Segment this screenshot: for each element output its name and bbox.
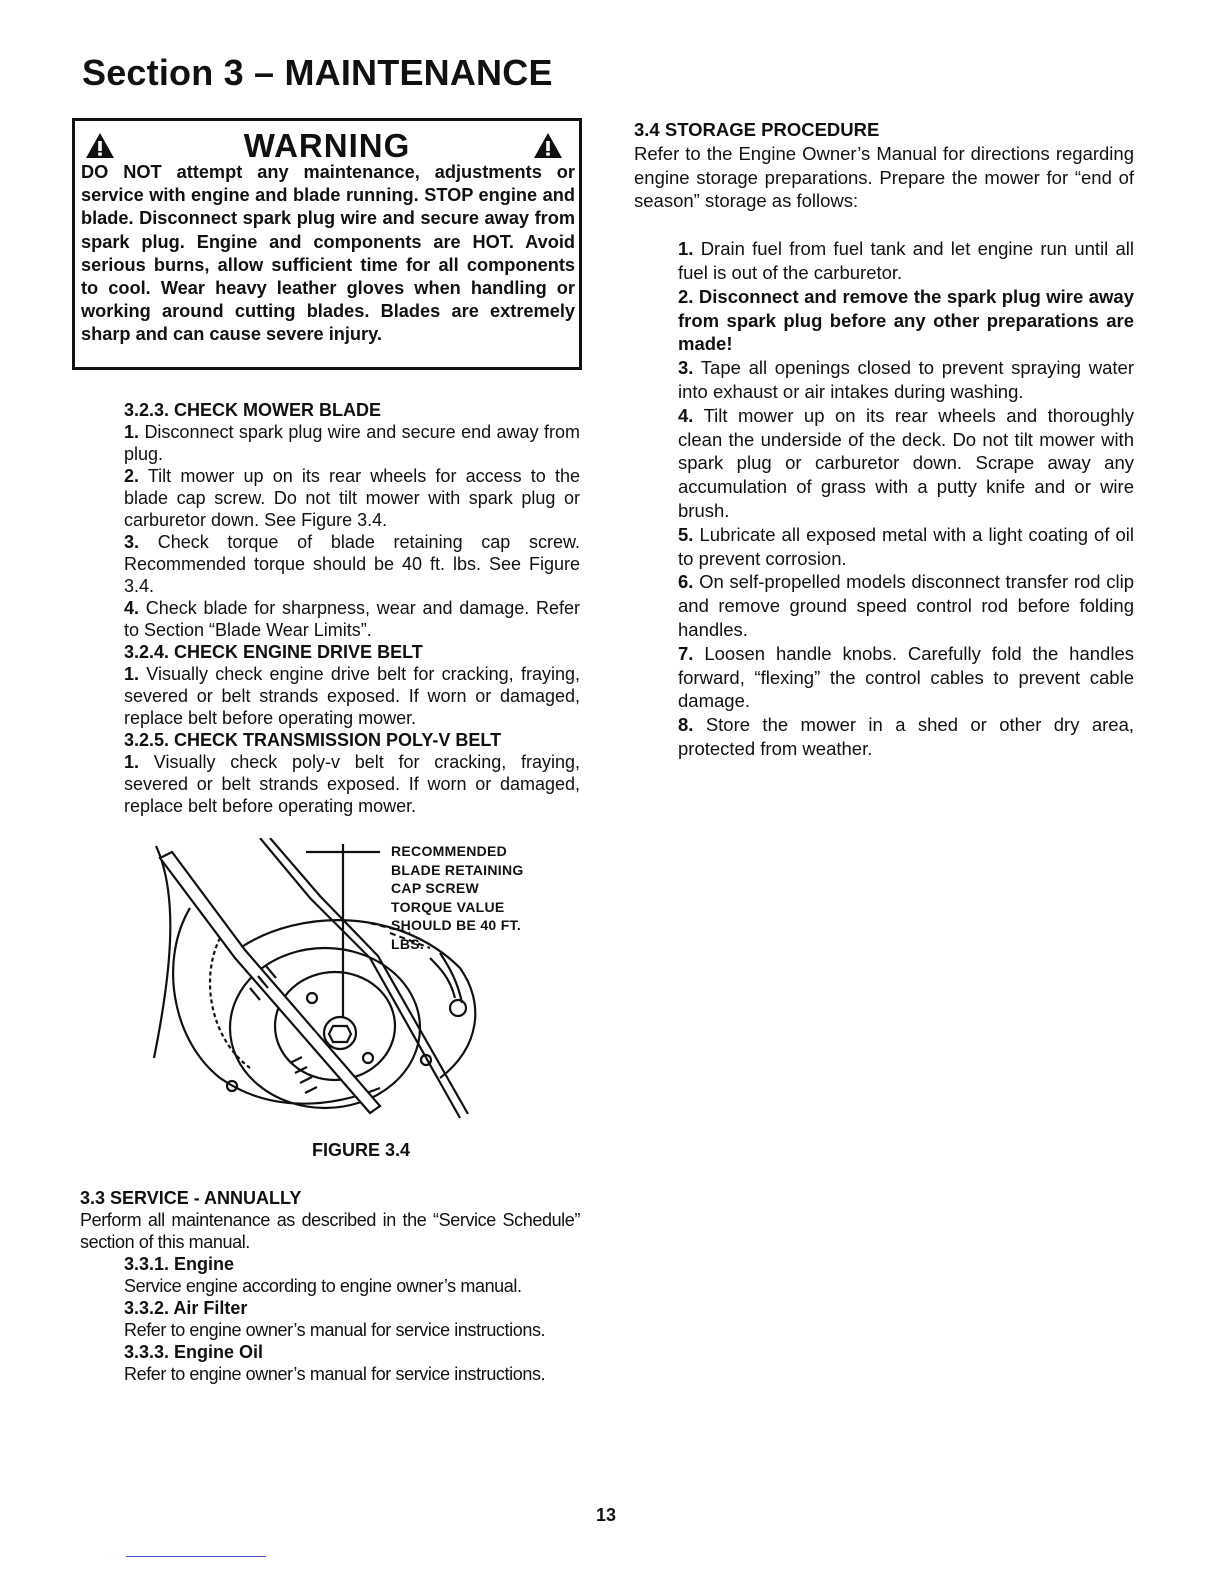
item-text: Tilt mower up on its rear wheels for access to the blade cap screw. Do not tilt mower with spark plug or carburetor down. See Figure 3.4. (124, 466, 580, 530)
page-title: Section 3 – MAINTENANCE (82, 52, 553, 93)
warning-header (75, 125, 579, 165)
item-text: Disconnect and remove the spark plug wire away from spark plug before any other preparations are made! (678, 285, 1134, 355)
list-item (124, 751, 580, 817)
item-number: 3. (678, 357, 694, 379)
item-number: 1. (124, 422, 140, 442)
page-number: 13 (596, 1505, 617, 1525)
list-item (678, 570, 1134, 641)
callout-line: BLADE RETAINING (391, 861, 524, 878)
item-text: On self-propelled models disconnect transfer rod clip and remove ground speed control rod before folding handles. (678, 571, 1134, 640)
callout-line: RECOMMENDED (391, 843, 508, 859)
section-heading: 3.2.4. CHECK ENGINE DRIVE BELT (124, 642, 423, 662)
item-number: 4. (678, 404, 694, 426)
list-item (678, 523, 1134, 571)
warning-triangle-icon (533, 132, 563, 159)
subsection-heading: 3.3.3. Engine Oil (124, 1342, 264, 1362)
warning-text: DO NOT attempt any maintenance, adjustments or service with engine and blade running. STOP engine and blade. Disconnect spark plug wire and secure away from spark plug. Engine and components are HOT. Avoid serious burns, allow sufficient time for all components to cool. Wear heavy leather gloves when handling or working around cutting blades. Blades are extremely sharp and can cause severe injury. (81, 162, 575, 345)
item-text: Visually check engine drive belt for cracking, fraying, severed or belt strands exposed. If worn or damaged, replace belt before operating mower. (124, 664, 580, 728)
item-number: 7. (678, 642, 694, 664)
callout-line: LBS. (391, 935, 425, 952)
list-item (124, 597, 580, 641)
figure-callout (391, 842, 524, 953)
list-item (678, 285, 1134, 356)
warning-box (72, 118, 582, 370)
item-text: Check blade for sharpness, wear and damage. Refer to Section “Blade Wear Limits”. (124, 598, 580, 640)
figure-caption: FIGURE 3.4 (312, 1140, 411, 1160)
list-item (124, 421, 580, 465)
subsection-heading: 3.3.1. Engine (124, 1254, 235, 1274)
item-number: 4. (124, 598, 140, 618)
section-intro: Refer to the Engine Owner’s Manual for directions regarding engine storage preparations. Prepare the mower for “end of season” storage as follows: (634, 142, 1134, 212)
section-heading: 3.3 SERVICE - ANNUALLY (80, 1188, 302, 1208)
item-text: Disconnect spark plug wire and secure end away from plug. (124, 422, 580, 464)
item-text: Tape all openings closed to prevent spraying water into exhaust or air intakes during washing. (678, 357, 1134, 402)
item-number: 8. (678, 714, 694, 736)
list-item (678, 237, 1134, 285)
subsection-text: Refer to engine owner’s manual for service instructions. (124, 1364, 546, 1384)
item-number: 1. (678, 238, 694, 260)
section-heading: 3.2.3. CHECK MOWER BLADE (124, 400, 382, 420)
item-text: Store the mower in a shed or other dry area, protected from weather. (678, 714, 1134, 759)
footer-rule (126, 1556, 266, 1557)
item-text: Loosen handle knobs. Carefully fold the handles forward, “flexing” the control cables to prevent cable damage. (678, 642, 1134, 712)
item-number: 6. (678, 571, 694, 593)
subsection-text: Refer to engine owner’s manual for service instructions. (124, 1320, 546, 1340)
list-item (124, 465, 580, 531)
item-number: 1. (124, 752, 140, 772)
item-number: 2. (678, 285, 694, 307)
callout-line: CAP SCREW (391, 880, 480, 896)
list-item (678, 404, 1134, 523)
list-item (124, 531, 580, 597)
callout-line: TORQUE VALUE (391, 898, 505, 915)
section-3-3 (80, 1187, 580, 1385)
callout-line: SHOULD BE 40 FT. (391, 917, 522, 933)
item-number: 5. (678, 523, 694, 545)
item-text: Check torque of blade retaining cap screw. Recommended torque should be 40 ft. lbs. See Figure 3.4. (124, 532, 580, 596)
item-text: Drain fuel from fuel tank and let engine run until all fuel is out of the carburetor. (678, 238, 1135, 283)
item-text: Visually check poly-v belt for cracking, fraying, severed or belt strands exposed. If worn or damaged, replace belt before operating mower. (124, 752, 580, 816)
list-item (678, 713, 1134, 761)
subsection-heading: 3.3.2. Air Filter (124, 1298, 248, 1318)
list-item (124, 663, 580, 729)
section-3-2-3 (124, 399, 580, 817)
item-text: Tilt mower up on its rear wheels and thoroughly clean the underside of the deck. Do not tilt mower with spark plug or carburetor down. Scrape away any accumulation of grass with a putty knife and or wire brush. (678, 404, 1134, 521)
section-3-4 (634, 118, 1134, 761)
section-heading: 3.4 STORAGE PROCEDURE (634, 119, 880, 140)
item-number: 3. (124, 532, 140, 552)
list-item (678, 356, 1134, 404)
list-item (678, 642, 1134, 713)
section-text: Perform all maintenance as described in the “Service Schedule” section of this manual. (80, 1210, 580, 1252)
warning-title: WARNING (243, 127, 411, 164)
item-number: 2. (124, 466, 140, 486)
subsection-text: Service engine according to engine owner’s manual. (124, 1276, 522, 1296)
item-number: 1. (124, 664, 140, 684)
item-text: Lubricate all exposed metal with a light coating of oil to prevent corrosion. (678, 523, 1135, 569)
section-heading: 3.2.5. CHECK TRANSMISSION POLY-V BELT (124, 730, 502, 750)
